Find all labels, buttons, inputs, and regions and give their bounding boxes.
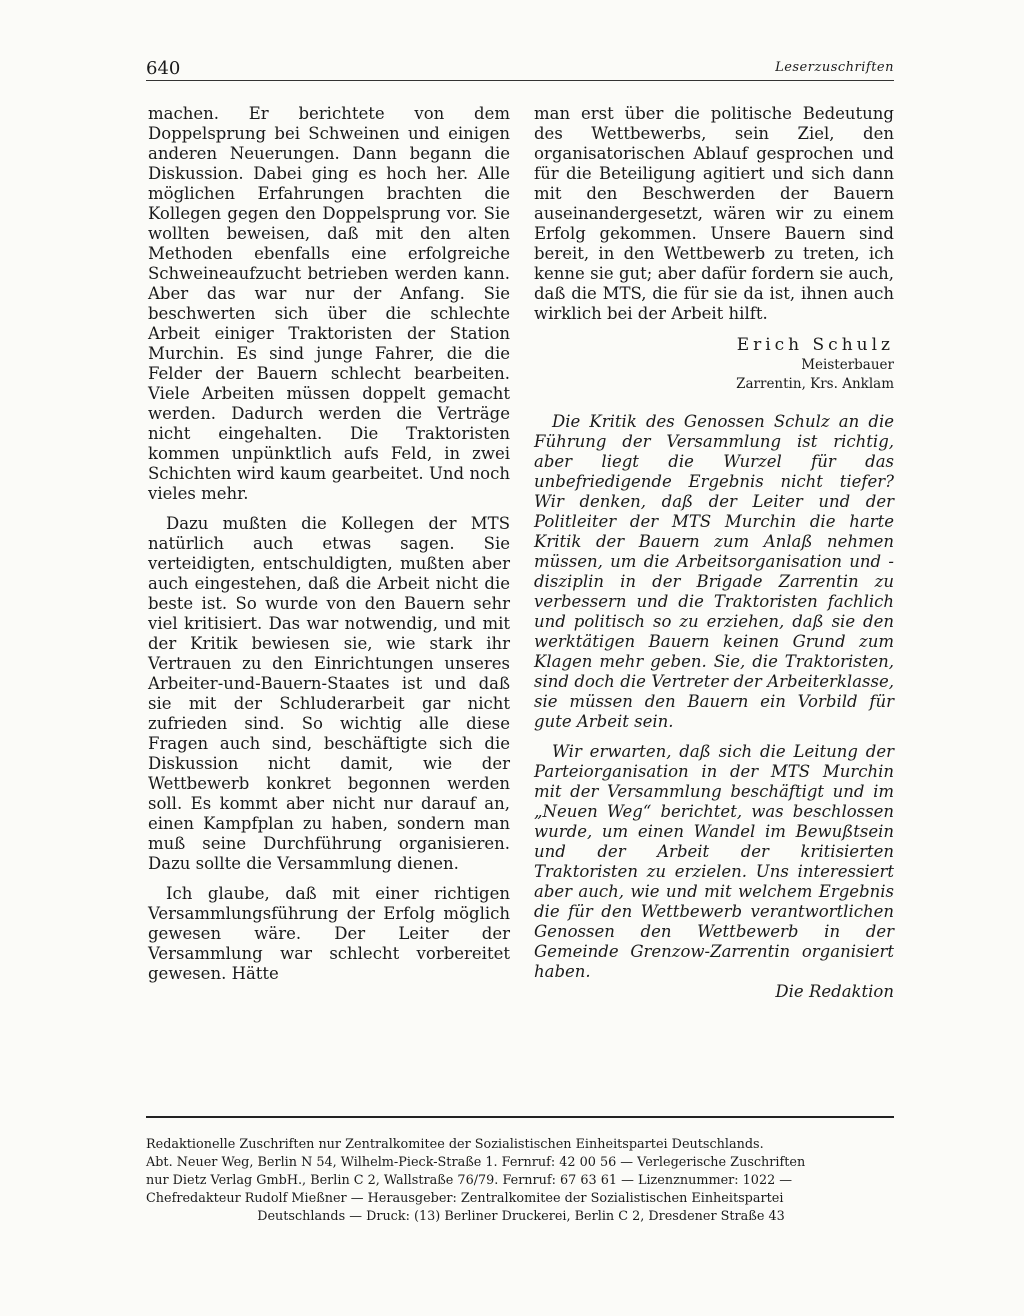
footer-rule [146, 1116, 894, 1118]
header-rule [146, 80, 894, 81]
right-column [534, 104, 894, 1002]
imprint-line: Chefredakteur Rudolf Mießner — Herausgeber: Zentralkomitee der Sozialistischen Einheitspartei [146, 1191, 784, 1206]
paragraph: machen. Er berichtete von dem Doppelsprung bei Schweinen und einigen anderen Neuerungen. Dann begann die Diskussion. Dabei ging es hoch her. Alle möglichen Erfahrungen brachten die Kollegen gegen den Doppelsprung vor. Sie wollten beweisen, daß mit den alten Methoden ebenfalls eine erfolgreiche Schweineaufzucht betrieben werden kann. Aber das war nur der Anfang. Sie beschwerten sich über die schlechte Arbeit einiger Traktoristen der Station Murchin. Es sind junge Fahrer, die die Felder der Bauern schlecht bearbeiten. Viele Arbeiten müssen doppelt gemacht werden. Dadurch werden die Verträge nicht eingehalten. Die Traktoristen kommen unpünktlich aufs Feld, in zwei Schichten wird kaum gearbeitet. Und noch vieles mehr. [148, 104, 510, 503]
editorial-paragraph: Wir erwarten, daß sich die Leitung der Parteiorganisation in der MTS Murchin mit der Versammlung beschäftigt und im „Neuen Weg“ berichtet, was beschlossen wurde, um einen Wandel im Bewußtsein und der Arbeit der kritisierten Traktoristen zu erzielen. Uns interessiert aber auch, wie und mit welchem Ergebnis die für den Wettbewerb verantwortlichen Genossen den Wettbewerb in der Gemeinde Grenzow-Zarrentin organisiert haben. [534, 742, 894, 981]
editorial-note [534, 412, 894, 1002]
paragraph: Ich glaube, daß mit einer richtigen Versammlungsführung der Erfolg möglich gewesen wäre. Der Leiter der Versammlung war schlecht vorbereitet gewesen. Hätte [148, 884, 510, 983]
signature-title: Meisterbauer [801, 357, 894, 373]
paragraph: Dazu mußten die Kollegen der MTS natürlich auch etwas sagen. Sie verteidigten, entschuldigten, mußten aber auch eingestehen, daß die Arbeit nicht die beste ist. So wurde von den Bauern sehr viel kritisiert. Das war notwendig, und mit der Kritik bewiesen sie, wie stark ihr Vertrauen zu den Einrichtungen unseres Arbeiter-und-Bauern-Staates ist und daß sie mit der Schluderarbeit gar nicht zufrieden sind. So wichtig alle diese Fragen auch sind, beschäftigte sich die Diskussion nicht damit, wie der Wettbewerb konkret begonnen werden soll. Es kommt aber nicht nur darauf an, einen Kampfplan zu haben, sondern man muß seine Durchführung organisieren. Dazu sollte die Versammlung dienen. [148, 514, 510, 873]
paragraph: man erst über die politische Bedeutung des Wettbewerbs, sein Ziel, den organisatorischen Ablauf gesprochen und für die Beteiligung agitiert und sich dann mit den Beschwerden der Bauern auseinandergesetzt, wären wir zu einem Erfolg gekommen. Unsere Bauern sind bereit, in den Wettbewerb zu treten, ich kenne sie gut; aber dafür fordern sie auch, daß die MTS, die für sie da ist, ihnen auch wirklich bei der Arbeit hilft. [534, 104, 894, 323]
running-head: Leserzuschriften [775, 60, 894, 75]
signature-name: Erich Schulz [736, 335, 894, 355]
left-column [148, 104, 510, 994]
imprint-line: Deutschlands — Druck: (13) Berliner Druckerei, Berlin C 2, Dresdener Straße 43 [257, 1209, 785, 1224]
imprint-line: Redaktionelle Zuschriften nur Zentralkomitee der Sozialistischen Einheitspartei Deutschlands. [146, 1137, 764, 1152]
page-number: 640 [146, 58, 181, 79]
signature-place: Zarrentin, Krs. Anklam [736, 376, 894, 392]
imprint [146, 1136, 896, 1226]
editorial-paragraph: Die Kritik des Genossen Schulz an die Führung der Versammlung ist richtig, aber liegt die Wurzel für das unbefriedigende Ergebnis nicht tiefer? Wir denken, daß der Leiter und der Politleiter der MTS Murchin die harte Kritik der Bauern zum Anlaß nehmen müssen, um die Arbeitsorganisation und -disziplin in der Brigade Zarrentin zu verbessern und die Traktoristen fachlich und politisch so zu erziehen, daß sie den werktätigen Bauern keinen Grund zum Klagen mehr geben. Sie, die Traktoristen, sind doch die Vertreter der Arbeiterklasse, sie müssen den Bauern ein Vorbild für gute Arbeit sein. [534, 412, 894, 731]
imprint-line: nur Dietz Verlag GmbH., Berlin C 2, Wallstraße 76/79. Fernruf: 67 63 61 — Lizenznummer: 1022 — [146, 1173, 793, 1188]
page-header [146, 58, 894, 86]
imprint-line: Abt. Neuer Weg, Berlin N 54, Wilhelm-Pieck-Straße 1. Fernruf: 42 00 56 — Verlegerische Zuschriften [146, 1155, 806, 1170]
letter-signature [534, 334, 894, 394]
editorial-signature: Die Redaktion [775, 982, 894, 1001]
